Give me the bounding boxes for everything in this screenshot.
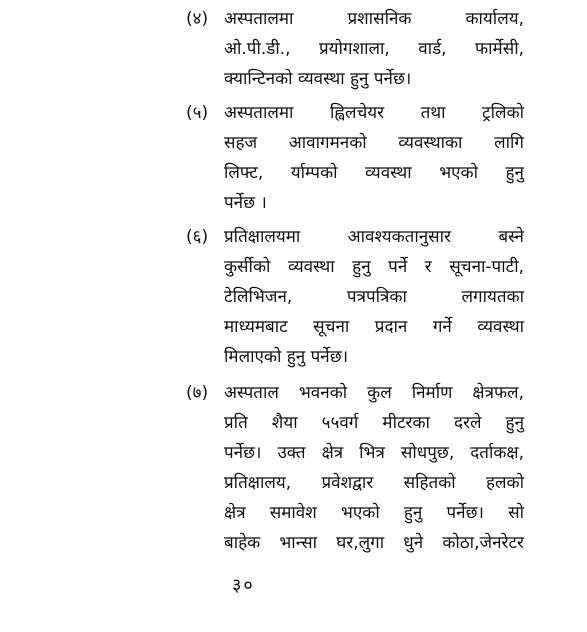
item-text	[224, 4, 524, 94]
text-line: क्षेत्र समावेश भएको हुनु पर्नेछ। सो	[224, 503, 524, 523]
text-line: अस्पतालमा ह्विलचेयर तथा ट्रलिको	[224, 103, 524, 123]
text-line: सहज आवागमनको व्यवस्थाका लागि	[224, 133, 524, 153]
text-line: क्यान्टिनको व्यवस्था हुनु पर्नेछ।	[224, 69, 412, 89]
text-line: प्रतिक्षालय, प्रवेशद्वार सहितको हलको	[224, 473, 524, 493]
item-text	[224, 98, 524, 218]
item-text	[224, 378, 524, 558]
text-line: प्रतिक्षालयमा आवश्यकतानुसार बस्ने	[224, 227, 524, 247]
item-number: (५)	[186, 103, 209, 123]
text-line: माध्यमबाट सूचना प्रदान गर्ने व्यवस्था	[224, 317, 524, 337]
text-line: टेलिभिजन, पत्रपत्रिका लगायतका	[224, 287, 524, 307]
text-line: पर्नेछ। उक्त क्षेत्र भित्र सोधपुछ, दर्ताकक्ष,	[224, 443, 524, 463]
text-line: बाहेक भान्सा घर,लुगा धुने कोठा,जेनरेटर	[224, 533, 524, 553]
text-line: मिलाएको हुनु पर्नेछ।	[224, 347, 349, 367]
text-line: अस्पताल भवनको कुल निर्माण क्षेत्रफल,	[224, 383, 524, 403]
item-text	[224, 222, 524, 372]
text-line: लिफ्ट, र्याम्पको व्यवस्था भएको हुनु	[224, 163, 524, 183]
text-line: अस्पतालमा प्रशासनिक कार्यालय,	[224, 9, 524, 29]
text-line: कुर्सीको व्यवस्था हुनु पर्ने र सूचना-पाटी,	[224, 257, 524, 277]
text-line: ओ.पी.डी., प्रयोगशाला, वार्ड, फार्मेसी,	[224, 39, 524, 59]
text-line: प्रति शैया ५५वर्ग मीटरका दरले हुनु	[224, 413, 524, 433]
item-number: (७)	[186, 383, 209, 403]
item-number: (६)	[186, 227, 209, 247]
item-number: (४)	[186, 9, 209, 29]
text-line: पर्नेछ ।	[224, 193, 267, 213]
page-number: ३०	[232, 575, 255, 596]
